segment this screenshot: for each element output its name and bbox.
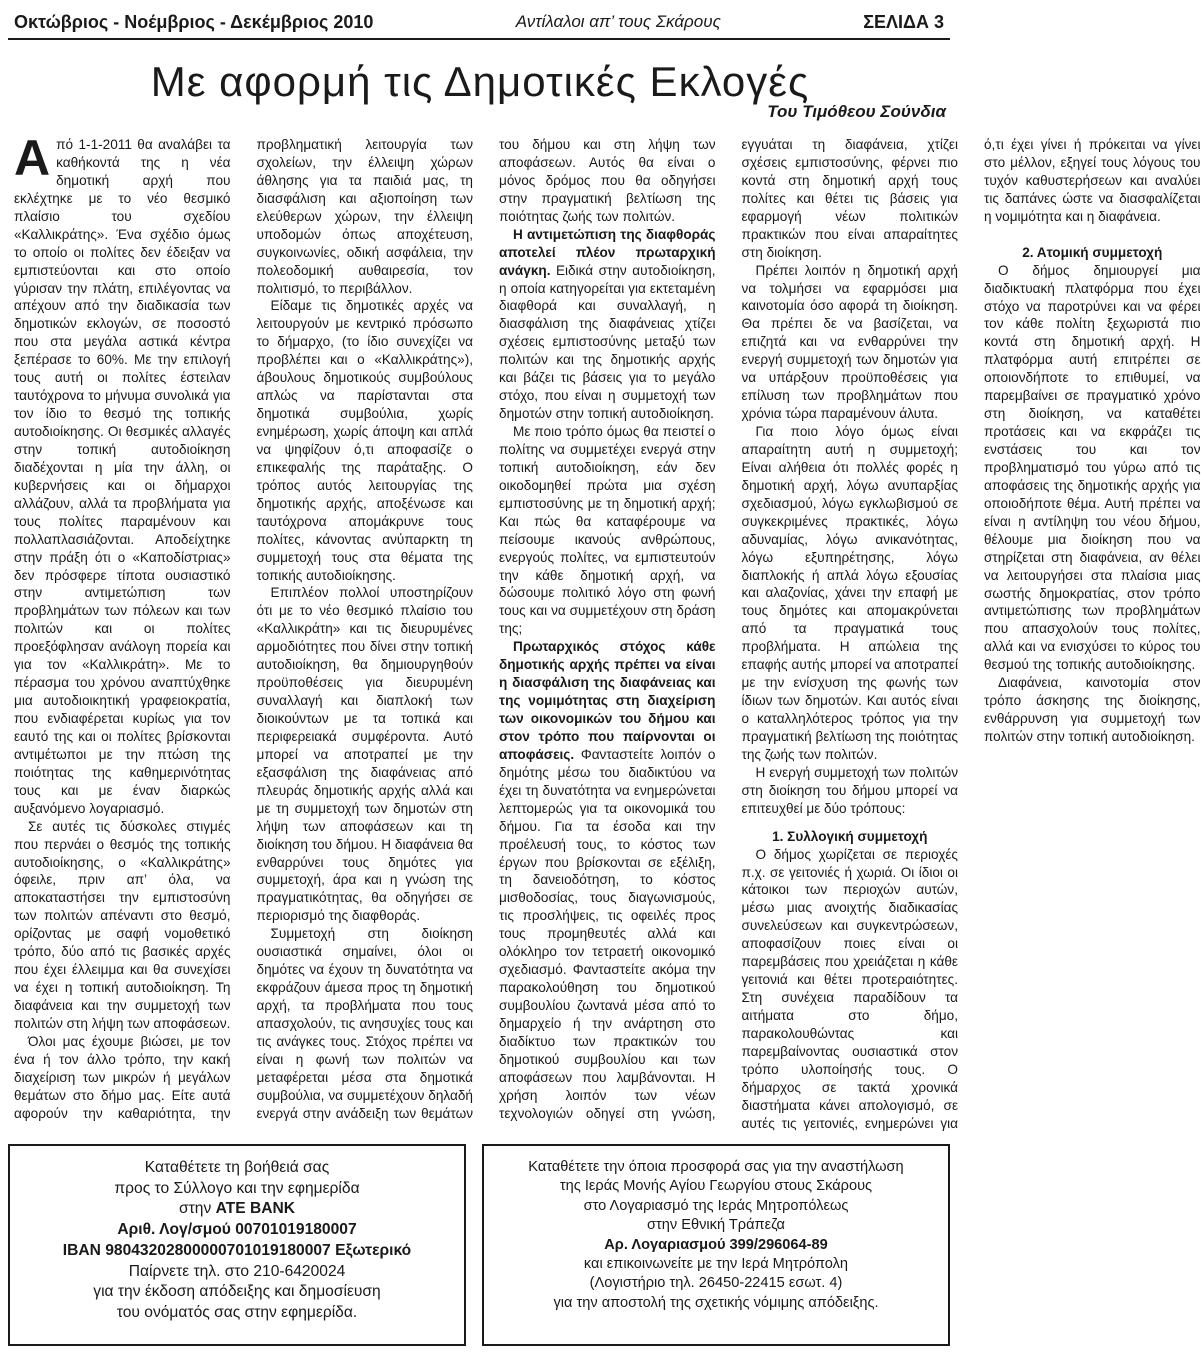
page-number: ΣΕΛΙΔΑ 3 (863, 11, 944, 32)
article-paragraph: Από 1-1-2011 θα αναλάβει τα καθήκοντά της η νέα δημοτική αρχή που εκλέχτηκε με το νέο θεσμικό πλαίσιο του σχεδίου «Καλλικράτης». Ένα σχέδιο όμως το οποίο οι πολίτες δεν έδειξαν να εμπιστεύονται και στο οποίο γύρισαν την πλάτη, επιλέγοντας να απέχουν από την διαδικασία των δημοτικών εκλογών, σε ποσοστό που στα μεγάλα αστικά κέντρα ξεπέρασε το 60%. Με την επιλογή τους αυτή οι πολίτες έστειλαν ταυτόχρονα το μήνυμα συνολικά για τον ίδιο το θεσμό της τοπικής αυτοδιοίκησης. Οι θεσμικές αλλαγές στην τοπική αυτοδιοίκηση διαδέχονται η μία την άλλη, οι κυβερνήσεις και οι δήμαρχοι αλλάζουν, αλλά τα προβλήματα για τους πολίτες παραμένουν και πολλαπλασιάζονται. Αποδείχτηκε στην πράξη ότι ο «Καποδίστριας» δεν πρόσφερε τίποτα ουσιαστικό στην αντιμετώπιση των προβλημάτων των πόλεων και των πολιτών και οι πολίτες προεξόφλησαν ανάλογη πορεία και για τον «Καλλικράτη». Με το πέρασμα του χρόνου αναπτύχθηκε μια αυτοδιοικητική γραφειοκρατία, που ενδιαφέρεται κυρίως για τον εαυτό της και οι πολίτες βρίσκονται αντιμέτωποι με την πτώση της ποιότητας της καθημερινότητας τους και με έναν διαρκώς αυξανόμενο λογαριασμό. (14, 130, 231, 816)
account-number: Αρ. Λογαριασμού 399/296064-89 (604, 1236, 828, 1253)
article-title: Με αφορμή τις Δημοτικές Εκλογές (150, 58, 810, 105)
box-line: και επικοινωνείτε με την Ιερά Μητρόπολη (583, 1256, 849, 1273)
article-paragraph: Η ενεργή συμμετοχή των πολιτών στη διοίκηση του δήμου μπορεί να επιτευχθεί με δύο τρόπους: (741, 764, 958, 816)
article-paragraph: Όλοι μας έχουμε βιώσει, με τον ένα ή τον άλλο τρόπο, την κακή διαχείριση των μικρών ή μεγάλων θεμάτων στο δήμο μας. Είτε αυτά αφορούν την καθαριότητα, την προβληματική λειτουργία των σχολείων, την έλλειψη χώρων άθλησης για τα παιδιά μας, τη διασφάλιση και αξιοποίηση των ελεύθερων χώρων, την έλλειψη υποδομών όπως αποχέτευση, συγκοινωνίες, οδική ασφάλεια, την πολεοδομική αυθαιρεσία, τον πολιτισμό, το περιβάλλον. (14, 137, 473, 1121)
section-heading-individual: 2. Ατομική συμμετοχή (1022, 244, 1163, 260)
article-paragraph: Πρωταρχικός στόχος κάθε δημοτικής αρχής πρέπει να είναι η διασφάλιση της διαφάνειας και της νομιμότητας στη διαχείριση των οικονομικών του δήμου και στον τρόπο που παίρνονται οι αποφάσεις. Φανταστείτε λοιπόν ο δημότης μέσω του διαδικτύου να έχει τη δυνατότητα να ενημερώνεται λεπτομερώς για τα οικονομικά του δήμου. Για τα έσοδα και την προέλευσή τους, το κόστος των έργων που βρίσκονται σε εξέλιξη, τη δανειοδότηση, το κόστος μισθοδοσίας, τους διαγωνισμούς, τις προσλήψεις, τις οφειλές προς τους προμηθευτές αλλά και ολόκληρο τον τετραετή οικονομικό σχεδιασμό. Φανταστείτε ακόμα την παρακολούθηση του δημοτικού συμβουλίου ζωντανά μέσα από το δημαρχείο ή την ανάρτηση στο διαδίκτυο των πρακτικών του δημοτικού συμβουλίου και των αποφάσεων που λαμβάνονται. Η χρήση λοιπόν των νέων τεχνολογιών οδηγεί στη γνώση, εγγυάται τη διαφάνεια, χτίζει σχέσεις εμπιστοσύνης, φέρνει πιο κοντά στη δημοτική αρχή τους πολίτες και θέτει τις βάσεις για εφαρμογή νέων πολιτικών πρακτικών που είναι απαραίτητες στη διοίκηση. (499, 137, 958, 1121)
article-byline: Του Τιμόθεου Σούνδια (767, 102, 946, 121)
box-line: στην Εθνική Τράπεζα (647, 1217, 785, 1234)
article-body (14, 130, 1201, 1138)
box-line: του ονόματός σας στην εφημερίδα. (116, 1304, 358, 1322)
article-paragraph: Με ποιο τρόπο όμως θα πειστεί ο πολίτης να συμμετέχει ενεργά στην τοπική αυτοδιοίκηση, εάν δεν οικοδομηθεί πρώτα μια σχέση εμπιστοσύνης με τη δημοτική αρχή; Και πώς θα καταφέρουμε να πείσουμε ικανούς ανθρώπους, ενεργούς πολίτες, να εμπιστευτούν την κάθε δημοτική αρχή, να δώσουμε πολιτικό λόγο στη φωνή τους και να συμμετέχουν στη δράση της; (499, 424, 716, 637)
box-line: Καταθέτετε την όποια προσφορά σας για την αναστήλωση (528, 1159, 904, 1175)
article-paragraph: Πρέπει λοιπόν η δημοτική αρχή να τολμήσει να εφαρμόσει μια καινοτομία όσο αφορά τη διοίκηση. Θα πρέπει δε να βασίζεται, να επιζητά και να ενθαρρύνει την ενεργή συμμετοχή των δημοτών για να υπάρξουν προϋποθέσεις για επίλυση των προβλημάτων που χρόνια τώρα παραμένουν άλυτα. (741, 262, 958, 422)
article-paragraph: Για ποιο λόγο όμως είναι απαραίτητη αυτή η συμμετοχή; Είναι αλήθεια ότι πολλές φορές η δημοτική αρχή, λόγω ανυπαρξίας σχεδιασμού, λόγω εγκλωβισμού σε συγκεκριμένες πρακτικές, λόγω αδυναμίας, λόγω ανικανότητας, λόγω εξυπηρέτησης, λόγω διαπλοκής ή απλά λόγω εξουσίας και αλαζονίας, χάνει την επαφή με τους δημότες και απομακρύνεται από τα πραγματικά τους προβλήματα. Η απώλεια της επαφής αυτής μπορεί να αποτραπεί με την ενίσχυση της φωνής των ίδιων των δημοτών. Και αυτός είναι ο καταλληλότερος τρόπος για την πραγματική βελτίωση της ποιότητας της ζωής των πολιτών. (741, 424, 958, 762)
box-line: προς το Σύλλογο και την εφημερίδα (114, 1179, 360, 1197)
donation-box-association (8, 1144, 466, 1346)
article-paragraph: Ο δήμος δημιουργεί μια διαδικτυακή πλατφόρμα που έχει στόχο να παροτρύνει και να φέρει τον κάθε πολίτη ξεχωριστά πιο κοντά στη δημοτική αρχή. Η πλατφόρμα αυτή επιτρέπει σε οποιονδήποτε το επιθυμεί, να παρεμβαίνει σε πραγματικό χρόνο στη διοίκηση, να καταθέτει προτάσεις και να εκφράζει τις ενστάσεις του και τον προβληματισμό του γύρω από τις αποφάσεις της δημοτικής αρχής για οποιοδήποτε θέμα. Αυτή πρέπει να είναι η αντίληψη του νέου δήμου, θέλουμε μια διοίκηση που να στηρίζεται στη διαφάνεια, αν θέλει να λειτουργήσει στα πλαίσια μιας σωστής δημοκρατίας, στον τρόπο αντιμετώπισης των προβλημάτων που απασχολούν τους πολίτες, αλλά και να ενισχύσει το κύρος του θεσμού της τοπικής αυτοδιοίκησης. (984, 262, 1201, 673)
article-paragraph: Ο δήμος χωρίζεται σε περιοχές π.χ. σε γειτονιές ή χωριά. Οι ίδιοι οι κάτοικοι των περιοχών αυτών, μέσω μιας ανοιχτής διαδικασίας συνελεύσεων και συγκεντρώσεων, αποφασίζουν ποιες είναι οι παρεμβάσεις που χρειάζεται η κάθε γειτονιά και θέτει προτεραιότητες. Στη συνέχεια παραδίδουν τα αιτήματα στο δήμο, παρακολουθώντας και παρεμβαίνοντας ουσιαστικά στον τρόπο υλοποίησής τους. Ο δήμαρχος σε τακτά χρονικά διαστήματα κάνει απολογισμό, σε αυτές τις γειτονιές, ενημερώνει για ό,τι έχει γίνει ή πρόκειται να γίνει στο μέλλον, εξηγεί τους λόγους του τυχόν καθυστερήσεων και αναλύει τις δαπάνες ώστε να διασφαλίζεται η νομιμότητα και η διαφάνεια. (741, 137, 1201, 1131)
drop-cap: Α (14, 130, 51, 186)
emphasis-text: Η αντιμετώπιση της διαφθοράς αποτελεί πλέον πρωταρχική ανάγκη. (499, 226, 716, 278)
spacer (984, 226, 1201, 234)
article-paragraph: Επιπλέον πολλοί υποστηρίζουν ότι με το νέο θεσμικό πλαίσιο του «Καλλικράτη» και τις διευρυμένες αρμοδιότητες που δίνει στην τοπική αυτοδιοίκηση, θα δημιουργηθούν προϋποθέσεις για διευρυμένη συναλλαγή και διαπλοκή των διοικούντων με τα τοπικά και περιφερειακά συμφέροντα. Αυτό μπορεί να αποτραπεί με την εξασφάλιση της διαφάνειας από πλευράς δημοτικής αρχής αλλά και με τη συμμετοχή των δημοτών στη λήψη των αποφάσεων και τη διοίκηση του δήμου. Η διαφάνεια θα ενθαρρύνει τους δημότες για συμμετοχή, άρα και η γνώση της πραγματικότητας, θα οδηγήσει σε περιορισμό της διαφθοράς. (256, 585, 473, 924)
box-line: της Ιεράς Μονής Αγίου Γεωργίου στους Σκάρους (559, 1178, 873, 1195)
article-paragraph: Σε αυτές τις δύσκολες στιγμές που περνάει ο θεσμός της τοπικής αυτοδιοίκησης, ο «Καλλικράτης» όφειλε, πριν απ’ όλα, να αποκαταστήσει την εμπιστοσύνη των πολιτών απέναντι στο θεσμό, ορίζοντας με σαφή νομοθετικό τρόπο, δύο από τις βασικές αρχές που έχει έλλειμμα και θα συνεχίσει να έχει η τοπική αυτοδιοίκηση. Τη διαφάνεια και την συμμετοχή των πολιτών στη λήψη των αποφάσεων. (14, 818, 231, 1031)
iban: IBAN 98043202800000701019180007 Εξωτερικό (62, 1241, 412, 1259)
bank-name: ATE BANK (215, 1200, 295, 1218)
phone-line: (Λογιστήριο τηλ. 26450-22415 εσωτ. 4) (589, 1275, 843, 1292)
box-line: για την αποστολή της σχετικής νόμιμης απόδειξης. (553, 1294, 879, 1311)
donation-box-monastery (482, 1144, 950, 1346)
box-line: για την έκδοση απόδειξης και δημοσίευση (93, 1283, 381, 1301)
account-number: Αριθ. Λογ/σμού 00701019180007 (117, 1221, 357, 1239)
issue-date: Οκτώβριος - Νοέμβριος - Δεκέμβριος 2010 (14, 11, 374, 32)
box-line: στο Λογαριασμό της Ιεράς Μητροπόλεως (583, 1197, 849, 1214)
page-header (8, 6, 950, 40)
newspaper-name: Αντίλαλοι απ’ τους Σκάρους (515, 12, 721, 31)
article-paragraph: Διαφάνεια, καινοτομία στον τρόπο άσκησης της διοίκησης, ενθάρρυνση για συμμετοχή των πολιτών στην τοπική αυτοδιοίκηση. (984, 675, 1201, 744)
emphasis-text: Πρωταρχικός στόχος κάθε δημοτικής αρχής πρέπει να είναι η διασφάλιση της διαφάνειας και της νομιμότητας στη διαχείριση των οικονομικών του δήμου και στον τρόπο που παίρνονται οι αποφάσεις. (499, 639, 716, 762)
box-line: στην ATE BANK (178, 1200, 295, 1218)
section-heading-collective: 1. Συλλογική συμμετοχή (772, 828, 928, 844)
article-paragraph: Η αντιμετώπιση της διαφθοράς αποτελεί πλέον πρωταρχική ανάγκη. Ειδικά στην αυτοδιοίκηση, η οποία κατηγορείται για εκτεταμένη διαφθορά και συναλλαγή, η διασφάλιση της διαφάνειας χτίζει σχέσεις εμπιστοσύνης μεταξύ των πολιτών και της δημοτικής αρχής και βάζει τις βάσεις για το μεγάλο στόχο, που είναι η συμμετοχή των δημοτών στην τοπική αυτοδιοίκηση. (499, 226, 716, 422)
phone-line: Παίρνετε τηλ. στο 210-6420024 (128, 1262, 346, 1280)
box-line: Καταθέτετε τη βοήθειά σας (144, 1159, 330, 1176)
article-paragraph: Είδαμε τις δημοτικές αρχές να λειτουργούν με κεντρικό πρόσωπο το δήμαρχο, (το ίδιο συνεχίζει να προβλέπει και ο «Καλλικράτης»), άβουλους δημοτικούς συμβούλους απλώς να παρίστανται στα δημοτικά συμβούλια, χωρίς ενημέρωση, χωρίς άποψη και απλά να ψηφίζουν ό,τι αποφασίζε ο επικεφαλής της παράταξης. Ο τρόπος αυτός λειτουργίας της δημοτικής αρχής, αποξένωσε και ταυτόχρονα απομάκρυνε τους πολίτες, κάνοντας ανύπαρκτη τη συμμετοχή τους στα θέματα της τοπικής αυτοδιοίκησης. (256, 298, 473, 583)
article-paragraph: Συμμετοχή στη διοίκηση ουσιαστικά σημαίνει, όλοι οι δημότες να έχουν τη δυνατότητα να εκφράζουν άμεσα προς τη δημοτική αρχή, τα προβλήματα που τους απασχολούν, τις ανησυχίες τους και τις ανάγκες τους. Στόχος πρέπει να είναι η φωνή των πολιτών να μεταφέρεται μέσα στα δημοτικά συμβούλια, να συμμετέχουν δηλαδή ενεργά στην ανάδειξη των θεμάτων του δήμου και στη λήψη των αποφάσεων. Αυτός θα είναι ο μόνος δρόμος που θα οδηγήσει στην πραγματική βελτίωση της ποιότητας ζωής των πολιτών. (256, 137, 716, 1121)
